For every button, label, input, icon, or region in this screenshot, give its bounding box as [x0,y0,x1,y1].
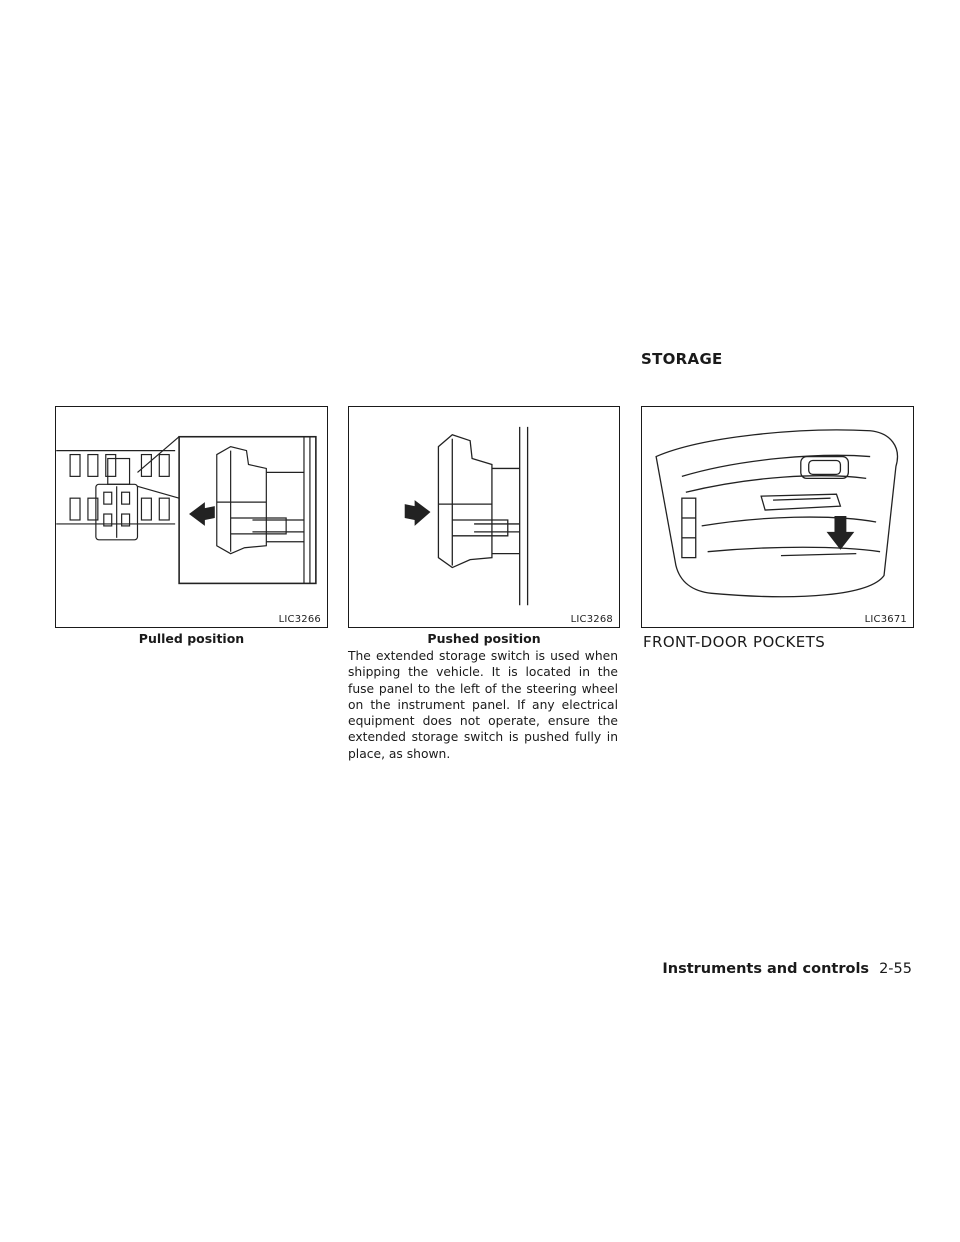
figure-front-door [641,406,914,628]
page-footer [662,961,912,977]
arrow-right-icon [405,500,431,526]
figure-caption-pulled: Pulled position [138,631,245,646]
figure-code: LIC3268 [570,614,613,625]
footer-chapter: Instruments and controls [662,961,870,977]
fuse-panel-pulled-illustration [56,407,327,627]
figure-pulled-position [55,406,328,628]
figure-code: LIC3671 [864,614,907,625]
page-number: 2-55 [879,961,912,977]
fuse-panel-pushed-illustration [349,407,619,627]
subheading-front-door-pockets: FRONT-DOOR POCKETS [643,633,826,651]
front-door-illustration [642,407,913,627]
arrow-down-icon [827,516,855,550]
figure-pushed-position [348,406,620,628]
figure-code: LIC3266 [278,614,321,625]
section-title: STORAGE [641,350,723,368]
body-paragraph: The extended storage switch is used when shipping the vehicle. It is located in the fuse panel to the left of the steering wheel on the instrument panel. If any electrical equipment does not operate, ensure the extended storage switch is pushed fully in place, as shown. [348,649,618,761]
figure-caption-pushed: Pushed position [427,631,541,646]
arrow-left-icon [189,502,215,526]
